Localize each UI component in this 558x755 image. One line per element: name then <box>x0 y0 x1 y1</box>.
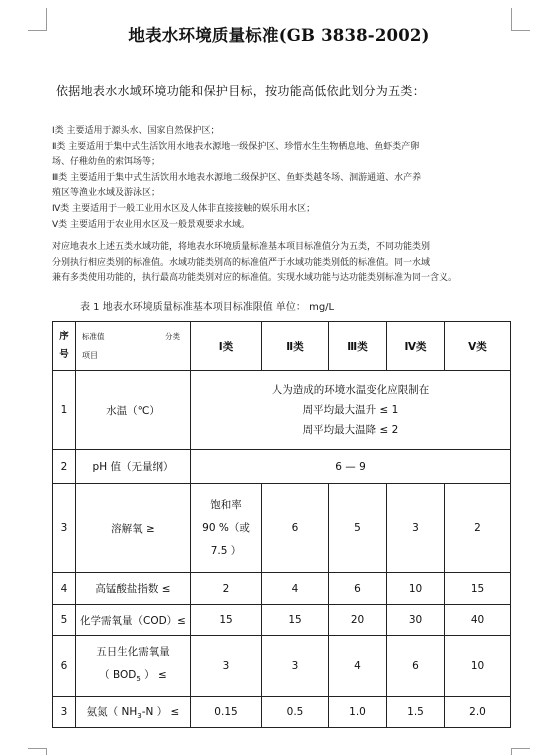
cell-class-3: 4 <box>329 636 387 697</box>
paragraph-line: 兼有多类使用功能的，执行最高功能类别对应的标准值。实现水域功能与达功能类别标准为同一含义。 <box>52 273 458 284</box>
header-class-3: Ⅲ类 <box>329 322 387 371</box>
cell-class-1: 15 <box>191 605 262 636</box>
header-class-2: Ⅱ类 <box>262 322 329 371</box>
water-temp-note: 人为造成的环境水温变化应限制在 周平均最大温升 ≤ 1 周平均最大温降 ≤ 2 <box>191 371 511 450</box>
crop-mark-bottom-right <box>511 748 530 755</box>
corner-class-label: 分类 <box>165 332 180 341</box>
crop-mark-bottom-left <box>28 748 47 755</box>
table-row <box>53 605 511 636</box>
cell-class-2: 15 <box>262 605 329 636</box>
class-line: Ⅱ类 主要适用于集中式生活饮用水地表水源地一级保护区、珍惜水生生物栖息地、鱼虾类产卵 <box>52 141 420 152</box>
row-item: 水温（℃） <box>76 371 191 450</box>
row-seq: 5 <box>53 605 76 636</box>
cell-class-5: 15 <box>445 573 511 605</box>
table-row <box>53 697 511 728</box>
class-line: 殖区等渔业水域及游泳区； <box>52 188 161 199</box>
class-line: Ⅴ类 主要适用于农业用水区及一般景观要求水域。 <box>52 219 251 230</box>
cell-class-5: 2.0 <box>445 697 511 728</box>
cell-class-5: 10 <box>445 636 511 697</box>
cell-class-4: 1.5 <box>387 697 445 728</box>
cell-class-1: 饱和率 90 %（或 7.5 ） <box>191 484 262 573</box>
row-seq: 3 <box>53 484 76 573</box>
table-caption: 表 1 地表水环境质量标准基本项目标准限值 单位： mg/L <box>80 302 335 313</box>
cell-class-3: 20 <box>329 605 387 636</box>
header-corner <box>76 322 191 371</box>
table-row <box>53 371 511 450</box>
table-header-row <box>53 322 511 371</box>
row-item: 氨氮（ $NH_3-N$ ） ≤ <box>76 697 191 728</box>
row-seq: 2 <box>53 450 76 484</box>
document-title: 地表水环境质量标准(GB 3838-2002) <box>128 26 430 45</box>
cell-class-4: 6 <box>387 636 445 697</box>
cell-class-1: 2 <box>191 573 262 605</box>
class-line: Ⅲ类 主要适用于集中式生活饮用水地表水源地二级保护区、鱼虾类越冬场、洄游通道、水产养 <box>52 172 422 183</box>
intro-text: 依据地表水水域环境功能和保护目标，按功能高低依此划分为五类： <box>56 84 426 98</box>
row-seq: 6 <box>53 636 76 697</box>
cell-class-2: 3 <box>262 636 329 697</box>
row-seq: 3 <box>53 697 76 728</box>
header-class-4: Ⅳ类 <box>387 322 445 371</box>
cell-class-2: 0.5 <box>262 697 329 728</box>
header-seq: 序 号 <box>53 322 76 371</box>
cell-class-1: 3 <box>191 636 262 697</box>
paragraph-line: 对应地表水上述五类水域功能，将地表水环境质量标准基本项目标准值分为五类，不同功能类别 <box>52 242 431 252</box>
table-row <box>53 450 511 484</box>
cell-class-4: 30 <box>387 605 445 636</box>
row-seq: 4 <box>53 573 76 605</box>
corner-value-label: 标准值 <box>82 332 105 341</box>
cell-class-4: 3 <box>387 484 445 573</box>
class-line: Ⅰ类 主要适用于源头水、国家自然保护区； <box>52 126 220 136</box>
class-line: 场、仔稚幼鱼的索饵场等； <box>52 157 161 168</box>
cell-class-5: 2 <box>445 484 511 573</box>
cell-class-3: 1.0 <box>329 697 387 728</box>
cell-class-3: 6 <box>329 573 387 605</box>
table-row <box>53 636 511 697</box>
row-item: 化学需氧量（COD）≤ <box>76 605 191 636</box>
paragraph-line: 分别执行相应类别的标准值。水域功能类别高的标准值严于水域功能类别低的标准值。同一水域 <box>52 257 431 268</box>
table-row <box>53 484 511 573</box>
row-seq: 1 <box>53 371 76 450</box>
class-definitions <box>52 124 502 233</box>
header-class-1: Ⅰ类 <box>191 322 262 371</box>
cell-class-3: 5 <box>329 484 387 573</box>
ph-range: 6 — 9 <box>191 450 511 484</box>
header-class-5: Ⅴ类 <box>445 322 511 371</box>
row-item: 高锰酸盐指数 ≤ <box>76 573 191 605</box>
cell-class-1: 0.15 <box>191 697 262 728</box>
row-item: 溶解氧 ≥ <box>76 484 191 573</box>
cell-class-4: 10 <box>387 573 445 605</box>
row-item: 五日生化需氧量 （ $BOD_5$ ） ≤ <box>76 636 191 697</box>
corner-item-label: 项目 <box>82 351 98 360</box>
cell-class-2: 6 <box>262 484 329 573</box>
cell-class-5: 40 <box>445 605 511 636</box>
cell-class-2: 4 <box>262 573 329 605</box>
table-row <box>53 573 511 605</box>
standard-limits-table <box>52 321 511 728</box>
standard-paragraph <box>52 240 502 287</box>
class-line: Ⅳ类 主要适用于一般工业用水区及人体非直接接触的娱乐用水区； <box>52 203 316 214</box>
row-item: pH 值（无量纲） <box>76 450 191 484</box>
